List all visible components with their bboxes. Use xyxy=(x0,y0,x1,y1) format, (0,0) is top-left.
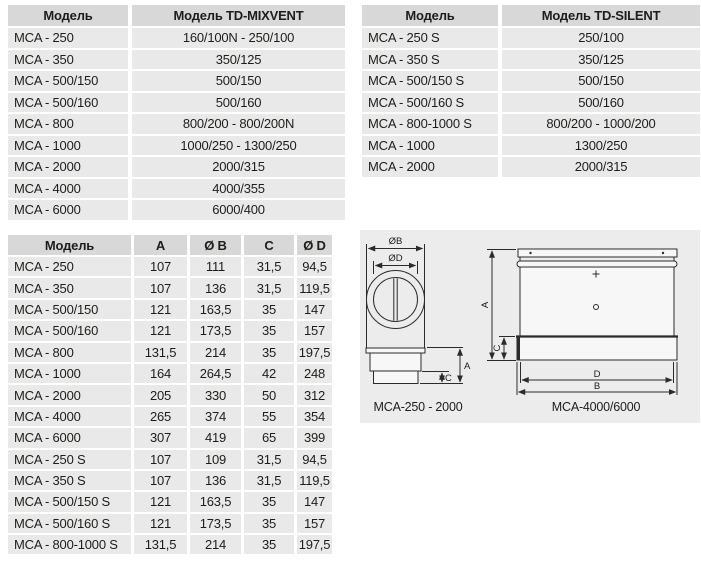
cell: 354 xyxy=(297,407,332,426)
cell: 121 xyxy=(134,492,187,511)
table-row xyxy=(362,71,700,91)
dim-label-a-right: A xyxy=(480,301,491,309)
dim-label-d-right: D xyxy=(593,369,601,380)
cell: 31,5 xyxy=(244,257,294,276)
cell: 65 xyxy=(244,428,294,447)
cell: MCA - 800-1000 S xyxy=(8,535,131,554)
table-row xyxy=(8,28,345,48)
table-row xyxy=(8,364,332,383)
dim-label-c-left: C xyxy=(445,373,452,384)
table-row xyxy=(8,535,332,554)
unit-body xyxy=(520,267,674,336)
table-row xyxy=(362,28,700,48)
cell: MCA - 500/150 xyxy=(8,300,131,319)
cell: MCA - 350 S xyxy=(8,471,131,490)
screw-dot xyxy=(529,252,531,254)
left-drawing-caption: MCA-250 - 2000 xyxy=(373,400,463,414)
header-cell: A xyxy=(134,235,187,255)
cell: MCA - 250 xyxy=(8,257,131,276)
side-view-spigot xyxy=(374,371,419,384)
screw-dot xyxy=(662,252,664,254)
cell: MCA - 250 S xyxy=(362,28,498,48)
cell: MCA - 4000 xyxy=(8,179,128,199)
cell: 119,5 xyxy=(297,278,332,297)
technical-drawing-panel xyxy=(360,230,700,423)
header-cell: Модель xyxy=(8,5,128,26)
cell: 500/150 xyxy=(132,71,345,91)
cell: 107 xyxy=(134,450,187,469)
cell: 94,5 xyxy=(297,257,332,276)
header-cell: Ø D xyxy=(297,235,332,255)
cell: 265 xyxy=(134,407,187,426)
cell: 121 xyxy=(134,300,187,319)
cell: 42 xyxy=(244,364,294,383)
cell: 2000/315 xyxy=(502,157,700,177)
mixvent-table xyxy=(8,5,345,222)
dim-label-c-right: C xyxy=(492,344,503,352)
top-flange xyxy=(518,249,677,257)
cell: MCA - 500/160 S xyxy=(8,514,131,533)
cell: 160/100N - 250/100 xyxy=(132,28,345,48)
table-row xyxy=(8,50,345,70)
cell: MCA - 500/150 S xyxy=(8,492,131,511)
damper-outer-circle xyxy=(367,271,425,329)
cell: 500/160 xyxy=(132,93,345,113)
right-drawing-caption: MCA-4000/6000 xyxy=(551,400,641,414)
table-row xyxy=(362,157,700,177)
cell: 50 xyxy=(244,385,294,404)
header-cell: C xyxy=(244,235,294,255)
cell: 800/200 - 800/200N xyxy=(132,114,345,134)
cell: 6000/400 xyxy=(132,200,345,220)
cell: MCA - 800 xyxy=(8,114,128,134)
rectangular-unit-drawing xyxy=(487,249,678,395)
cell: MCA - 500/150 xyxy=(8,71,128,91)
cell: MCA - 2000 xyxy=(8,385,131,404)
damper-inner-circle xyxy=(374,278,418,322)
cell: MCA - 500/160 xyxy=(8,93,128,113)
cell: 500/150 xyxy=(502,71,700,91)
cell: MCA - 6000 xyxy=(8,200,128,220)
cell: 31,5 xyxy=(244,471,294,490)
cell: 164 xyxy=(134,364,187,383)
cell: MCA - 2000 xyxy=(362,157,498,177)
table-row xyxy=(8,179,345,199)
table-header-row xyxy=(8,5,345,26)
table-row xyxy=(362,93,700,113)
table-row xyxy=(8,257,332,276)
table-row xyxy=(8,93,345,113)
cell: 107 xyxy=(134,278,187,297)
cell: 800/200 - 1000/200 xyxy=(502,114,700,134)
cell: 197,5 xyxy=(297,535,332,554)
table-header-row xyxy=(8,235,332,255)
cell: 307 xyxy=(134,428,187,447)
cell: 330 xyxy=(190,385,241,404)
cell: 147 xyxy=(297,492,332,511)
cell: 500/160 xyxy=(502,93,700,113)
cell: 35 xyxy=(244,300,294,319)
bottom-band xyxy=(517,336,677,360)
side-view-body xyxy=(370,353,421,371)
cell: 1300/250 xyxy=(502,136,700,156)
cell: 163,5 xyxy=(190,300,241,319)
cell: MCA - 4000 xyxy=(8,407,131,426)
cell: 399 xyxy=(297,428,332,447)
cell: MCA - 1000 xyxy=(362,136,498,156)
cell: 264,5 xyxy=(190,364,241,383)
cell: MCA - 2000 xyxy=(8,157,128,177)
dim-label-a-left: A xyxy=(464,361,471,372)
table-row xyxy=(8,71,345,91)
dimension-drawings xyxy=(360,230,700,423)
cell: 109 xyxy=(190,450,241,469)
cell: 121 xyxy=(134,321,187,340)
round-damper-drawing xyxy=(366,244,463,384)
table-row xyxy=(8,114,345,134)
table-row xyxy=(8,385,332,404)
cell: 205 xyxy=(134,385,187,404)
table-header-row xyxy=(362,5,700,26)
cell: 55 xyxy=(244,407,294,426)
cell: 419 xyxy=(190,428,241,447)
cell: MCA - 800 xyxy=(8,343,131,362)
cell: 157 xyxy=(297,514,332,533)
cell: 111 xyxy=(190,257,241,276)
table-row xyxy=(8,136,345,156)
cell: MCA - 500/160 S xyxy=(362,93,498,113)
cell: MCA - 350 xyxy=(8,50,128,70)
table-row xyxy=(8,450,332,469)
cell: 131,5 xyxy=(134,535,187,554)
header-cell: Модель TD-SILENT xyxy=(502,5,700,26)
cell: 350/125 xyxy=(132,50,345,70)
dim-label-diam-d: ØD xyxy=(388,253,403,264)
cell: 197,5 xyxy=(297,343,332,362)
cell: MCA - 350 S xyxy=(362,50,498,70)
table-row xyxy=(8,200,345,220)
table-row xyxy=(8,428,332,447)
header-cell: Модель xyxy=(8,235,131,255)
cell: 136 xyxy=(190,278,241,297)
cell: MCA - 6000 xyxy=(8,428,131,447)
cell: 121 xyxy=(134,514,187,533)
cell: 35 xyxy=(244,492,294,511)
cell: 136 xyxy=(190,471,241,490)
table-row xyxy=(362,50,700,70)
cell: 107 xyxy=(134,257,187,276)
table-row xyxy=(8,471,332,490)
cell: 147 xyxy=(297,300,332,319)
cell: 119,5 xyxy=(297,471,332,490)
cell: 248 xyxy=(297,364,332,383)
header-cell: Модель xyxy=(362,5,498,26)
cell: 374 xyxy=(190,407,241,426)
cell: MCA - 1000 xyxy=(8,136,128,156)
cell: 35 xyxy=(244,321,294,340)
cell: 312 xyxy=(297,385,332,404)
cell: 214 xyxy=(190,343,241,362)
cell: 35 xyxy=(244,514,294,533)
cell: MCA - 250 xyxy=(8,28,128,48)
dim-label-b-right: B xyxy=(593,381,601,392)
cell: 157 xyxy=(297,321,332,340)
cell: 173,5 xyxy=(190,321,241,340)
rib-bead xyxy=(517,261,677,267)
header-cell: Ø B xyxy=(190,235,241,255)
cell: 4000/355 xyxy=(132,179,345,199)
cell: MCA - 250 S xyxy=(8,450,131,469)
table-row xyxy=(8,407,332,426)
cell: 94,5 xyxy=(297,450,332,469)
cell: 350/125 xyxy=(502,50,700,70)
cell: 107 xyxy=(134,471,187,490)
table-row xyxy=(8,514,332,533)
table-row xyxy=(362,136,700,156)
table-row xyxy=(8,343,332,362)
cell: 163,5 xyxy=(190,492,241,511)
cell: MCA - 800-1000 S xyxy=(362,114,498,134)
cell: 1000/250 - 1300/250 xyxy=(132,136,345,156)
silent-table xyxy=(362,5,700,179)
cell: MCA - 500/160 xyxy=(8,321,131,340)
table-row xyxy=(8,300,332,319)
cell: 35 xyxy=(244,535,294,554)
cell: 250/100 xyxy=(502,28,700,48)
cell: MCA - 500/150 S xyxy=(362,71,498,91)
cell: 131,5 xyxy=(134,343,187,362)
side-view-flange xyxy=(366,348,425,353)
dimensions-table xyxy=(8,235,332,556)
cell: 173,5 xyxy=(190,514,241,533)
cell: 31,5 xyxy=(244,450,294,469)
table-row xyxy=(8,157,345,177)
dim-label-diam-b: ØB xyxy=(388,236,403,247)
table-row xyxy=(8,492,332,511)
header-cell: Модель TD-MIXVENT xyxy=(132,5,345,26)
table-row xyxy=(8,278,332,297)
cell: 31,5 xyxy=(244,278,294,297)
cell: MCA - 1000 xyxy=(8,364,131,383)
cell: 35 xyxy=(244,343,294,362)
cell: 214 xyxy=(190,535,241,554)
table-row xyxy=(362,114,700,134)
cell: MCA - 350 xyxy=(8,278,131,297)
cell: 2000/315 xyxy=(132,157,345,177)
table-row xyxy=(8,321,332,340)
